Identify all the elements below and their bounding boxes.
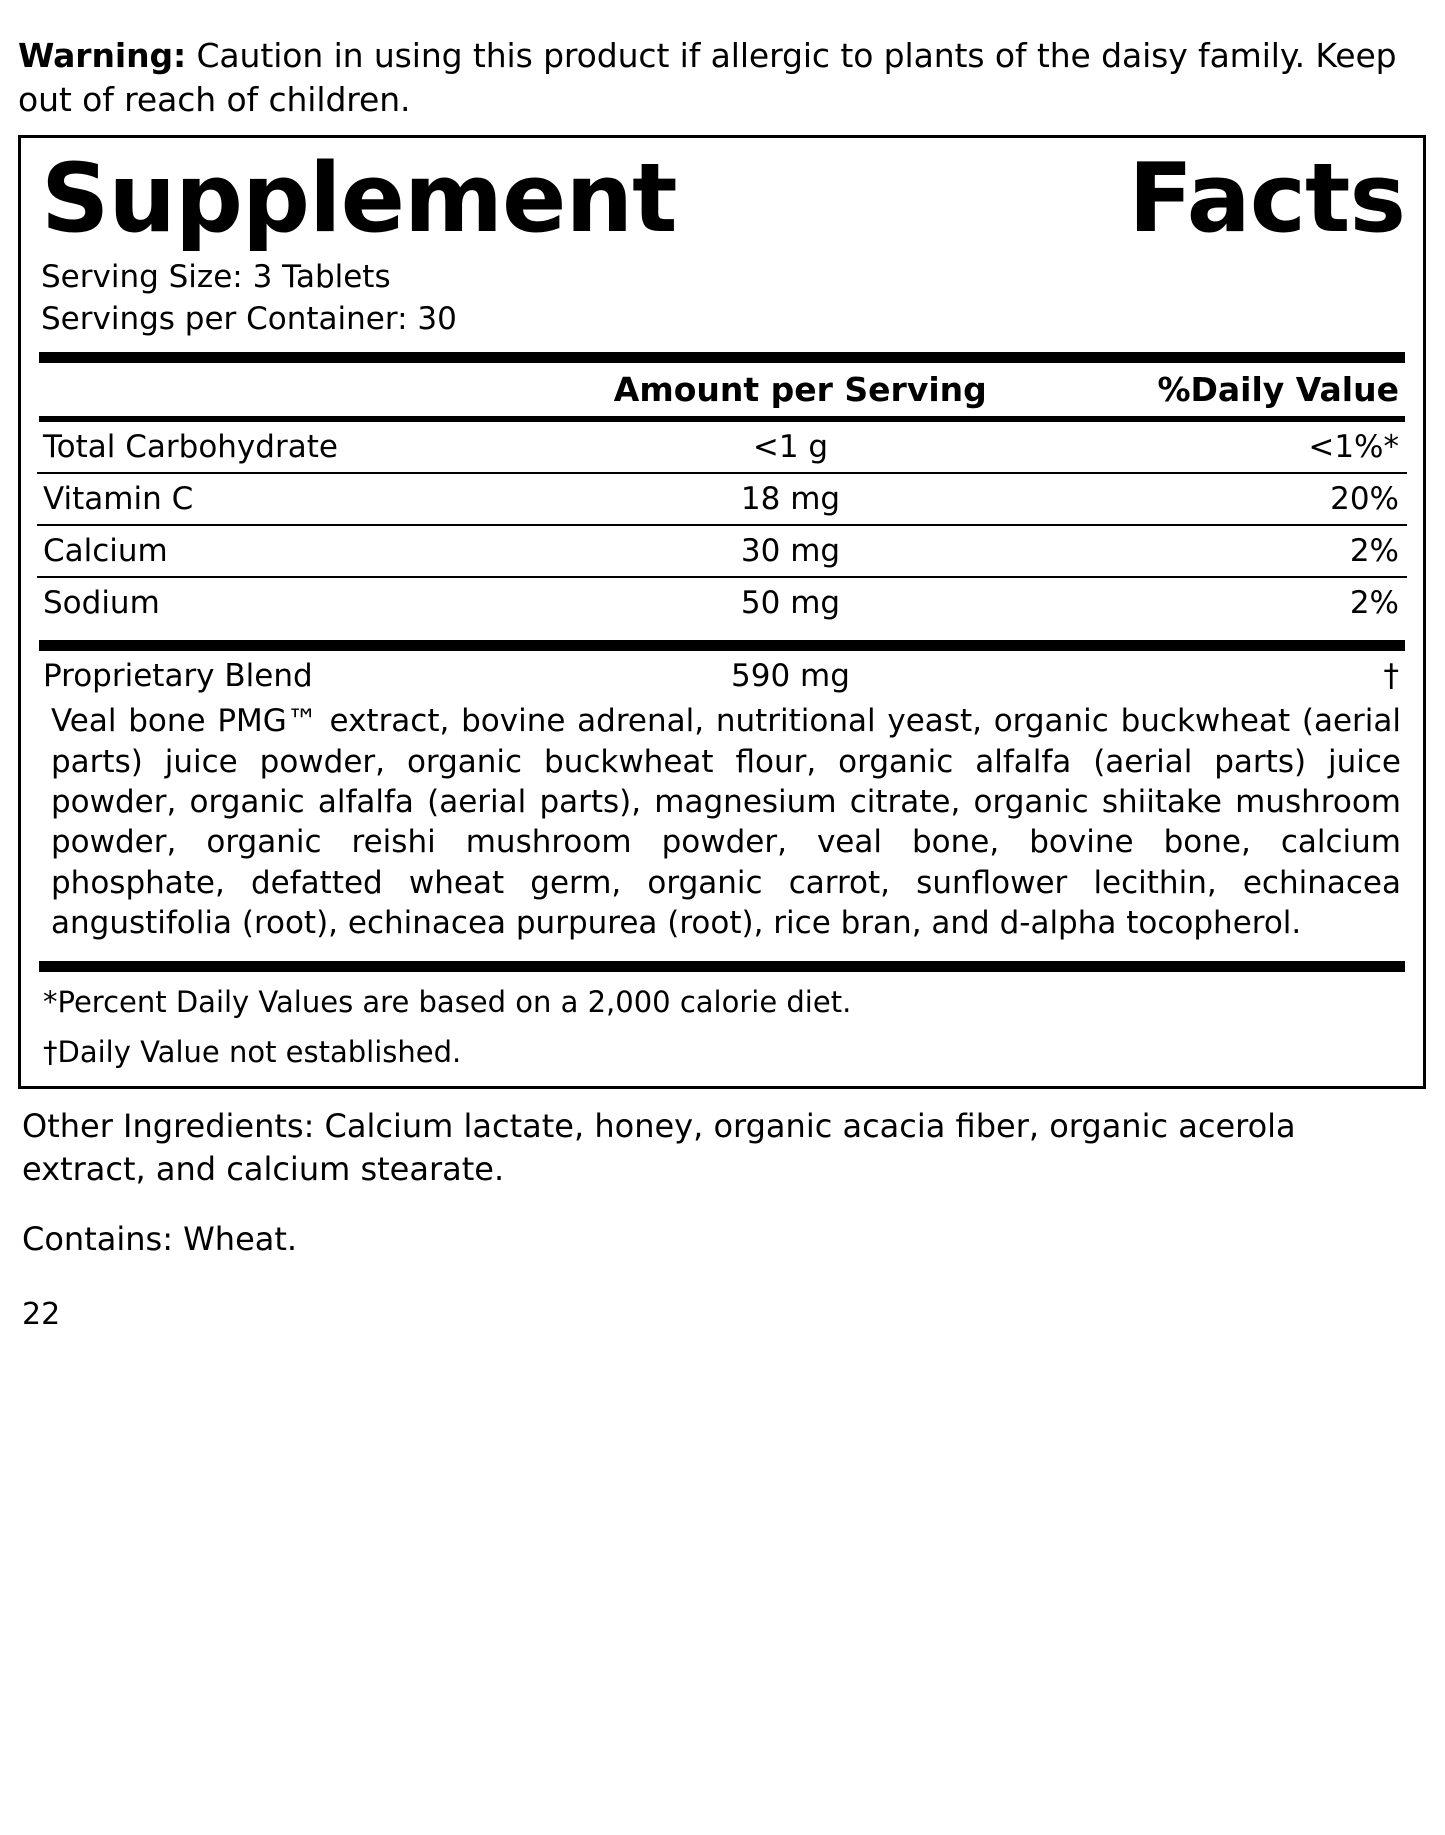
table-row bbox=[37, 422, 1407, 473]
servings-per-container: Servings per Container: 30 bbox=[41, 300, 457, 337]
nutrient-daily-value: 2% bbox=[1051, 525, 1407, 577]
warning-body: Caution in using this product if allergic to plants of the daisy family. Keep out of reach of children. bbox=[18, 36, 1397, 119]
rule-thick-top bbox=[39, 352, 1405, 363]
nutrient-daily-value: 2% bbox=[1349, 585, 1399, 622]
table-header-row bbox=[37, 363, 1407, 416]
header-amount-per-serving: Amount per Serving bbox=[613, 370, 987, 410]
nutrient-name: Total Carbohydrate bbox=[37, 422, 530, 473]
rule-below-blend bbox=[39, 961, 1405, 972]
serving-size: Serving Size: 3 Tablets bbox=[41, 258, 391, 295]
page-number: 22 bbox=[22, 1296, 61, 1332]
blend-daily-value: † bbox=[1383, 658, 1399, 695]
other-ingredients: Other Ingredients: Calcium lactate, honey, organic acacia fiber, organic acerola extract, and calcium stearate. bbox=[22, 1107, 1296, 1188]
rule-above-blend bbox=[39, 640, 1405, 651]
contains-statement: Contains: Wheat. bbox=[22, 1220, 298, 1259]
table-row bbox=[37, 577, 1407, 628]
table-row bbox=[37, 473, 1407, 525]
warning-label: Warning: bbox=[18, 36, 187, 75]
blend-row bbox=[37, 651, 1407, 701]
footnote-dagger: †Daily Value not established. bbox=[43, 1035, 462, 1070]
nutrient-name: Calcium bbox=[37, 525, 530, 577]
nutrient-amount: 50 mg bbox=[740, 585, 841, 622]
nutrient-amount: 18 mg bbox=[530, 473, 1051, 525]
warning-text bbox=[18, 34, 1427, 121]
nutrient-amount: 30 mg bbox=[530, 525, 1051, 577]
table-row bbox=[37, 525, 1407, 577]
header-daily-value: %Daily Value bbox=[1157, 370, 1399, 410]
title-supplement: Supplement bbox=[41, 144, 677, 255]
nutrient-name: Vitamin C bbox=[37, 473, 530, 525]
nutrient-rows bbox=[37, 422, 1407, 628]
nutrition-table bbox=[37, 363, 1407, 416]
nutrient-daily-value: 20% bbox=[1051, 473, 1407, 525]
title-facts: Facts bbox=[1128, 144, 1405, 255]
nutrient-daily-value: <1%* bbox=[1051, 422, 1407, 473]
blend-ingredients: Veal bone PMG™ extract, bovine adrenal, nutritional yeast, organic buckwheat (aerial parts) juice powder, organic buckwheat flour, organic alfalfa (aerial parts) juice powder, organic alfalfa (aerial parts), magnesium citrate, organic shiitake mushroom powder, organic reishi mushroom powder, veal bone, bovine bone, calcium phosphate, defatted wheat germ, organic carrot, sunflower lecithin, echinacea angustifolia (root), echinacea purpurea (root), rice bran, and d-alpha tocopherol. bbox=[51, 703, 1401, 941]
blend-amount: 590 mg bbox=[731, 658, 850, 695]
proprietary-blend-table bbox=[37, 651, 1407, 701]
footnote-percent-daily-value: *Percent Daily Values are based on a 2,000 calorie diet. bbox=[43, 985, 852, 1020]
blend-name: Proprietary Blend bbox=[43, 658, 313, 695]
supplement-facts-panel bbox=[18, 135, 1426, 1089]
nutrient-name: Sodium bbox=[43, 585, 160, 622]
supplement-facts-title bbox=[41, 144, 1405, 255]
header-nutrient bbox=[37, 363, 530, 416]
nutrient-amount: <1 g bbox=[530, 422, 1051, 473]
